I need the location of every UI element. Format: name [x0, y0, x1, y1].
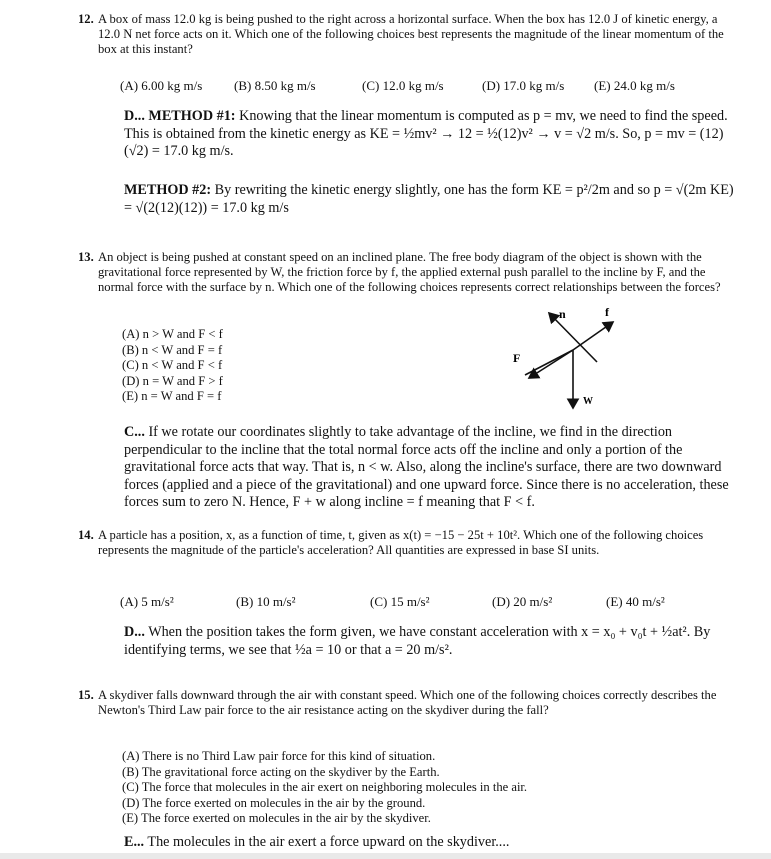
- q15-number: 15.: [78, 688, 94, 702]
- q12-question: A box of mass 12.0 kg is being pushed to the right across a horizontal surface. When the box has 12.0 J of kinetic energy, a 12.0 N net force acts on it. Which one of the following choices best represents the magnitude of the linear momentum of the box at this instant?: [98, 12, 724, 57]
- q12-choice-e: (E) 24.0 kg m/s: [594, 78, 675, 93]
- q13-question: An object is being pushed at constant speed on an inclined plane. The free body diagram of the object is shown with the gravitational force represented by W, the friction force by f, the applied external push parallel to the incline by F, and the normal force with the surface by n. Which one of the following choices represents correct relationships between the forces?: [98, 250, 721, 295]
- q14-answer-label: D...: [124, 624, 145, 640]
- q13-choice-e: (E) n = W and F = f: [122, 389, 222, 404]
- q15-text: [78, 688, 738, 718]
- label-n: n: [559, 307, 566, 321]
- label-f: f: [605, 305, 609, 319]
- q14-choice-b: (B) 10 m/s²: [236, 594, 296, 609]
- q15-choice-a: (A) There is no Third Law pair force for this kind of situation.: [122, 749, 436, 763]
- q14-choices: [0, 594, 771, 616]
- q12-choice-d: (D) 17.0 kg m/s: [482, 78, 565, 93]
- q15-answer-text: The molecules in the air exert a force upward on the skydiver....: [147, 834, 510, 850]
- q14-choice-d: (D) 20 m/s²: [492, 594, 553, 609]
- q15-question: A skydiver falls downward through the air with constant speed. Which one of the following choices correctly describes the Newton's Third Law pair force to the air resistance acting on the skydiver during the fall?: [98, 688, 717, 718]
- q15-choice-e: (E) The force exerted on molecules in the air by the skydiver.: [122, 811, 431, 826]
- q14-answer: [124, 624, 734, 659]
- q12-method1: [124, 108, 734, 161]
- label-W: W: [583, 396, 593, 407]
- q15-choice-b: (B) The gravitational force acting on the skydiver by the Earth.: [122, 764, 440, 779]
- q13-choice-c: (C) n < W and F < f: [122, 358, 223, 373]
- q14-answer-text: When the position takes the form given, we have constant acceleration with x = x₀ + v₀t + ½at². By identifying terms, we see that ½a = 10 or that a = 20 m/s².: [124, 624, 711, 658]
- q12-method2-label: METHOD #2:: [124, 182, 212, 198]
- q13-answer-text: If we rotate our coordinates slightly to take advantage of the incline, we find in the direction perpendicular to the incline that the total normal force acts off the incline and only a portion of the gravitational force acts that way. That is, n < w. Also, along the incline's surface, there are two downward forces (applied and a piece of the gravitational) and one upward force. Since there is no acceleration, these forces sum to zero N. Hence, F + w along incline = f meaning that F < f.: [124, 424, 729, 511]
- q14-text: [78, 528, 738, 558]
- q12-method2-text: By rewriting the kinetic energy slightly, one has the form KE = p²/2m and so p = √(2m KE) = √(2(12)(12)) = 17.0 kg m/s: [124, 182, 734, 216]
- page-bottom-edge: [0, 853, 771, 859]
- q13-choice-d: (D) n = W and F > f: [122, 373, 223, 388]
- q14-question: A particle has a position, x, as a function of time, t, given as x(t) = −15 − 25t + 10t². Which one of the following choices represents the magnitude of the particle's acceleration? All quantities are expressed in base SI units.: [98, 528, 704, 558]
- label-F: F: [513, 351, 521, 365]
- q12-choice-a: (A) 6.00 kg m/s: [120, 78, 203, 93]
- q13-choices: [122, 327, 223, 405]
- q13-choice-b: (B) n < W and F = f: [122, 342, 223, 357]
- q12-choice-b: (B) 8.50 kg m/s: [234, 78, 316, 93]
- friction-force-arrow: [573, 322, 613, 350]
- q12-answer-label: D... METHOD #1:: [124, 108, 236, 124]
- q13-text: [78, 250, 738, 296]
- q14-choice-e: (E) 40 m/s²: [606, 594, 665, 609]
- q14-choice-c: (C) 15 m/s²: [370, 594, 430, 609]
- q15-answer: [124, 834, 734, 852]
- q12-choice-c: (C) 12.0 kg m/s: [362, 78, 444, 93]
- q12-method1-text: Knowing that the linear momentum is computed as p = mv, we need to find the speed. This is obtained from the kinetic energy as KE = ½mv² → 12 = ½(12)v² → v = √2 m/s. So, p = mv = (12)(√2) = 17.0 kg m/s.: [124, 108, 728, 160]
- q12-number: 12.: [78, 12, 94, 26]
- q14-choice-a: (A) 5 m/s²: [120, 594, 174, 609]
- q13-choice-a: (A) n > W and F < f: [122, 327, 223, 341]
- q13-number: 13.: [78, 250, 94, 264]
- q12-text: [78, 12, 738, 58]
- q15-answer-label: E...: [124, 834, 145, 850]
- q14-number: 14.: [78, 528, 94, 542]
- free-body-diagram: [505, 300, 635, 418]
- q13-answer: [124, 424, 734, 512]
- q13-answer-label: C...: [124, 424, 145, 440]
- q12-method2: [124, 182, 734, 217]
- q15-choices: [122, 749, 527, 827]
- q15-choice-c: (C) The force that molecules in the air exert on neighboring molecules in the air.: [122, 780, 528, 795]
- q15-choice-d: (D) The force exerted on molecules in the air by the ground.: [122, 795, 426, 810]
- q12-choices: [0, 78, 771, 100]
